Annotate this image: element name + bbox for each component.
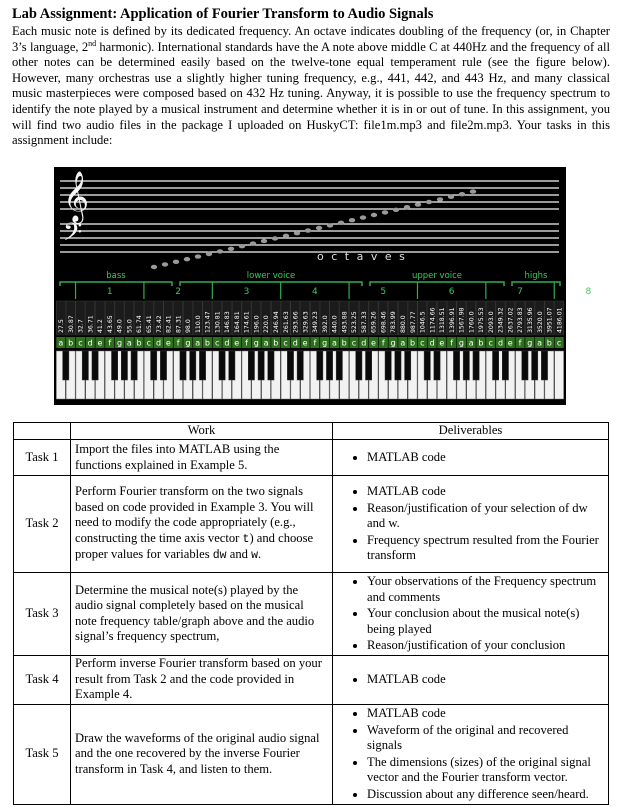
black-key xyxy=(395,351,401,380)
note-letter: c xyxy=(420,338,425,348)
freq-label: 123.47 xyxy=(204,311,212,333)
freq-label: 220.0 xyxy=(263,315,271,333)
range-bracket xyxy=(60,282,172,286)
note-letter: g xyxy=(116,338,123,348)
note-letter: c xyxy=(78,338,83,348)
scale-note-dot xyxy=(393,208,399,212)
scale-note-dot xyxy=(371,213,377,217)
black-key xyxy=(92,351,98,380)
note-letter: a xyxy=(263,338,269,348)
note-letter: a xyxy=(468,338,474,348)
deliverable-item: • Waveform of the original and recovered signals xyxy=(367,723,604,754)
black-key xyxy=(180,351,186,380)
table-row xyxy=(14,440,609,476)
octave-number: 5 xyxy=(380,287,387,297)
black-key xyxy=(473,351,479,380)
scale-note-dot xyxy=(228,247,234,251)
freq-label: 1318.51 xyxy=(439,307,447,333)
octave-number: 2 xyxy=(175,287,181,297)
note-letter: f xyxy=(450,338,454,348)
black-key xyxy=(326,351,332,380)
scale-note-dot xyxy=(426,200,432,204)
deliverable-item: • MATLAB code xyxy=(367,706,604,722)
freq-label: 523.25 xyxy=(351,311,359,333)
piano-frequency-figure xyxy=(54,167,592,405)
note-letter: g xyxy=(185,338,191,348)
task-name: Task 2 xyxy=(14,476,71,573)
scale-note-dot xyxy=(184,257,190,261)
note-letter: f xyxy=(313,338,317,348)
table-header-row xyxy=(14,423,609,440)
freq-label: 55.0 xyxy=(126,319,134,333)
task-name: Task 5 xyxy=(14,704,71,804)
note-letter: a xyxy=(58,338,64,348)
freq-label: 246.94 xyxy=(273,311,281,333)
freq-label: 1567.98 xyxy=(458,307,466,333)
freq-label: 164.81 xyxy=(233,311,241,333)
note-letter: e xyxy=(234,338,240,348)
freq-label: 659.26 xyxy=(370,311,378,333)
note-letter: f xyxy=(518,338,522,348)
black-key xyxy=(532,351,538,380)
table-row xyxy=(14,704,609,804)
freq-label: 36.71 xyxy=(87,315,95,333)
deliverable-item: • The dimensions (sizes) of the original signal vector and the Fourier transform vector. xyxy=(367,755,604,786)
note-letter: b xyxy=(68,338,74,348)
deliverable-item: • MATLAB code xyxy=(367,450,604,466)
note-letter: c xyxy=(214,338,220,348)
black-key xyxy=(199,351,205,380)
scale-note-dot xyxy=(173,260,179,264)
freq-label: 174.61 xyxy=(243,311,251,333)
note-letter: f xyxy=(176,338,180,348)
freq-label: 196.0 xyxy=(253,315,261,333)
black-key xyxy=(111,351,117,380)
note-letter: e xyxy=(507,338,513,348)
freq-label: 110.0 xyxy=(194,315,202,333)
music-staff xyxy=(60,171,559,253)
freq-label: 2349.32 xyxy=(497,307,505,333)
octave-number: 4 xyxy=(312,287,318,297)
black-key xyxy=(424,351,430,380)
piano-frequency-chart xyxy=(54,167,592,405)
note-letter: f xyxy=(245,338,248,348)
deliverable-item: • Frequency spectrum resulted from the Fourier transform xyxy=(367,533,604,564)
octave-number: 7 xyxy=(517,287,523,297)
black-key xyxy=(229,351,235,380)
octave-number: 3 xyxy=(243,287,250,297)
black-key xyxy=(297,351,303,380)
intro-paragraph: Each music note is defined by its dedicated frequency. An octave indicates doubling of the frequency (or, in Chapter 3’s language, 2nd harmonic). International standards have the A note above middle C at 440Hz and the frequency of all other notes can be determined easily based on the twelve-tone equal temperament rule (see the figure below). However, many orchestras use a slightly higher tuning frequency, e.g., 441, 442, and 443 Hz, and many classical music masterpieces were composed based on 432 Hz tuning. Anyway, it is possible to use the frequency spectrum to identify the note played by a musical instrument and determine whether it is in or out of tune. In this assignment, you will find two audio files in the package I uploaded on HuskyCT: file1m.mp3 and file2m.mp3. Your tasks in this assignment include: xyxy=(12,24,610,148)
freq-label: 987.77 xyxy=(409,311,417,333)
scale-note-dot xyxy=(239,244,245,248)
freq-label: 261.63 xyxy=(282,311,290,333)
scale-note-dot xyxy=(448,195,454,199)
black-key xyxy=(492,351,498,380)
freq-label: 146.83 xyxy=(224,311,232,333)
scale-note-dot xyxy=(305,228,311,232)
freq-label: 783.99 xyxy=(390,311,398,333)
freq-label: 2637.02 xyxy=(507,307,515,333)
scale-note-dot xyxy=(151,265,157,269)
deliverable-item: • Reason/justification of your selection of dw and w. xyxy=(367,501,604,532)
note-letter: a xyxy=(400,338,406,348)
black-key xyxy=(541,351,547,380)
freq-label: 329.63 xyxy=(302,311,310,333)
freq-label: 392.0 xyxy=(321,315,329,333)
header-work: Work xyxy=(71,423,333,440)
freq-label: 87.31 xyxy=(175,315,183,333)
freq-label: 49.0 xyxy=(116,319,124,333)
deliverables-list xyxy=(339,672,604,688)
scale-note-dot xyxy=(272,236,278,240)
scale-note-dot xyxy=(360,215,366,219)
scale-note-dot xyxy=(415,202,421,206)
frequency-row xyxy=(56,301,563,335)
black-key xyxy=(63,351,69,380)
note-letter: b xyxy=(546,338,552,348)
black-key xyxy=(522,351,528,380)
freq-label: 1046.5 xyxy=(419,311,427,333)
note-letter: b xyxy=(410,338,416,348)
range-bracket xyxy=(180,282,362,286)
note-letter: b xyxy=(204,338,210,348)
black-key xyxy=(268,351,274,380)
scale-note-dot xyxy=(250,241,256,245)
black-key xyxy=(82,351,88,380)
scale-note-dot xyxy=(437,197,443,201)
deliverables-list xyxy=(339,574,604,654)
note-letter: a xyxy=(126,338,132,348)
black-key xyxy=(248,351,254,380)
black-key xyxy=(190,351,196,380)
black-key xyxy=(356,351,362,380)
black-key xyxy=(121,351,127,380)
black-key xyxy=(160,351,166,380)
note-letter: g xyxy=(390,338,396,348)
deliverable-item: • MATLAB code xyxy=(367,672,604,688)
deliverables-list xyxy=(339,450,604,466)
scale-note-dot xyxy=(327,223,333,227)
note-letter: d xyxy=(429,338,435,348)
freq-label: 1975.53 xyxy=(478,307,486,333)
note-letter: e xyxy=(302,338,308,348)
task-table xyxy=(13,422,609,805)
black-key xyxy=(434,351,440,380)
scale-note-dot xyxy=(283,234,289,238)
deliverables-list xyxy=(339,484,604,564)
note-letter: d xyxy=(224,338,230,348)
freq-label: 880.0 xyxy=(400,315,408,333)
note-letter: d xyxy=(361,338,367,348)
black-key xyxy=(219,351,225,380)
note-letter: d xyxy=(497,338,504,348)
range-label: upper voice xyxy=(411,271,463,281)
note-letter: c xyxy=(146,338,152,348)
note-letter: b xyxy=(273,338,279,348)
deliverable-item: • Your conclusion about the musical note(s) being played xyxy=(367,606,604,637)
freq-label: 30.87 xyxy=(67,315,75,333)
black-key xyxy=(502,351,508,380)
scale-note-dot xyxy=(195,254,201,258)
range-label: highs xyxy=(524,271,548,281)
table-row xyxy=(14,573,609,656)
table-row xyxy=(14,476,609,573)
freq-label: 1396.91 xyxy=(448,307,456,333)
note-letter: b xyxy=(136,338,142,348)
note-letter: f xyxy=(108,338,112,348)
freq-label: 698.46 xyxy=(380,311,388,333)
freq-label: 41.2 xyxy=(97,319,105,333)
range-label: bass xyxy=(106,271,126,281)
note-letter: g xyxy=(527,338,533,348)
range-bracket xyxy=(370,282,504,286)
note-letter-row xyxy=(56,337,563,348)
freq-label: 61.74 xyxy=(136,315,144,333)
scale-note-dot xyxy=(316,226,322,230)
freq-label: 3520.0 xyxy=(536,311,544,333)
note-letter: f xyxy=(381,338,385,348)
header-blank xyxy=(14,423,71,440)
treble-clef-icon: 𝄞 xyxy=(63,171,90,222)
black-key xyxy=(151,351,157,380)
note-letter: c xyxy=(488,338,493,348)
deliverables-list xyxy=(339,706,604,802)
freq-label: 493.88 xyxy=(341,311,349,333)
voice-range-brackets xyxy=(60,271,592,299)
note-letter: c xyxy=(556,338,562,348)
deliverable-item: • MATLAB code xyxy=(367,484,604,500)
task-name: Task 3 xyxy=(14,573,71,656)
scale-note-dot xyxy=(470,189,476,193)
scale-note-dot xyxy=(404,205,410,209)
freq-label: 349.23 xyxy=(312,311,320,333)
range-label: lower voice xyxy=(246,271,296,281)
task-work: Perform inverse Fourier transform based on your result from Task 2 and the code provided in Example 4. xyxy=(71,655,333,704)
freq-label: 65.41 xyxy=(146,315,154,333)
freq-label: 3135.96 xyxy=(527,307,535,333)
note-letter: e xyxy=(165,338,171,348)
note-letter: b xyxy=(478,338,484,348)
scale-note-dot xyxy=(338,221,344,225)
scale-note-dot xyxy=(294,231,300,235)
octaves-label: o c t a v e s xyxy=(317,250,407,263)
black-key xyxy=(317,351,323,380)
freq-label: 98.0 xyxy=(185,319,193,333)
black-key xyxy=(463,351,469,380)
note-letter: c xyxy=(351,338,357,348)
note-letter: b xyxy=(341,338,347,348)
scale-note-dot xyxy=(206,252,212,256)
note-letter: g xyxy=(322,338,328,348)
page-title: Lab Assignment: Application of Fourier Transform to Audio Signals xyxy=(12,6,434,22)
scale-note-dot xyxy=(459,192,465,196)
black-key xyxy=(365,351,371,380)
note-letter: g xyxy=(458,338,464,348)
note-letter: e xyxy=(439,338,445,348)
note-letter: g xyxy=(253,338,259,348)
octave-number: 1 xyxy=(106,287,113,297)
note-letter: e xyxy=(97,338,103,348)
black-key xyxy=(131,351,137,380)
freq-label: 1174.66 xyxy=(429,307,437,333)
task-work: Perform Fourier transform on the two signals based on code provided in Example 3. You will need to modify the code appropriately (e.g., constructing the time axis vector t) and choose proper values for variables dw and w. xyxy=(71,476,333,573)
scale-note-dot xyxy=(261,239,267,243)
octave-number: 8 xyxy=(585,287,592,297)
freq-label: 587.33 xyxy=(360,311,368,333)
scale-notes xyxy=(151,189,476,269)
freq-label: 1760.0 xyxy=(468,311,476,333)
freq-label: 293.66 xyxy=(292,311,300,333)
note-letter: a xyxy=(331,338,337,348)
black-key xyxy=(258,351,264,380)
black-key xyxy=(287,351,293,380)
note-letter: a xyxy=(195,338,201,348)
task-name: Task 1 xyxy=(14,440,71,476)
range-bracket xyxy=(512,282,560,286)
deliverable-item: • Your observations of the Frequency spectrum and comments xyxy=(367,574,604,605)
deliverable-item: • Reason/justification of your conclusion xyxy=(367,638,604,654)
scale-note-dot xyxy=(217,249,223,253)
freq-label: 4186.01 xyxy=(556,307,564,333)
piano-keyboard xyxy=(56,351,563,399)
scale-note-dot xyxy=(349,218,355,222)
freq-label: 2093.0 xyxy=(487,311,495,333)
freq-label: 440.0 xyxy=(331,315,339,333)
freq-label: 130.81 xyxy=(214,311,222,333)
freq-label: 2793.83 xyxy=(517,307,525,333)
black-key xyxy=(336,351,342,380)
task-work: Import the files into MATLAB using the functions explained in Example 5. xyxy=(71,440,333,476)
freq-label: 32.7 xyxy=(77,319,85,333)
black-key xyxy=(453,351,459,380)
note-letter: c xyxy=(283,338,288,348)
header-deliverables: Deliverables xyxy=(333,423,609,440)
freq-label: 27.5 xyxy=(58,319,66,333)
note-letter: e xyxy=(371,338,376,348)
scale-note-dot xyxy=(162,262,168,266)
black-key xyxy=(385,351,391,380)
freq-label: 73.42 xyxy=(155,315,163,333)
note-letter: d xyxy=(292,338,298,348)
table-row xyxy=(14,655,609,704)
task-name: Task 4 xyxy=(14,655,71,704)
task-work: Determine the musical note(s) played by the audio signal completely based on the musical note frequency table/graph above and the audio signal’s frequency spectrum, xyxy=(71,573,333,656)
scale-note-dot xyxy=(382,210,388,214)
bass-clef-icon: 𝄢 xyxy=(63,218,83,253)
black-key xyxy=(405,351,411,380)
task-work: Draw the waveforms of the original audio signal and the one recovered by the inverse Fourier transform in Task 4, and listen to them. xyxy=(71,704,333,804)
white-key xyxy=(555,351,564,399)
note-letter: d xyxy=(87,338,93,348)
freq-label: 82.41 xyxy=(165,315,173,333)
note-letter: a xyxy=(537,338,543,348)
octave-number: 6 xyxy=(448,287,455,297)
freq-label: 43.65 xyxy=(106,315,114,333)
deliverable-item: • Discussion about any difference seen/heard. xyxy=(367,787,604,803)
freq-label: 3951.07 xyxy=(546,307,554,333)
note-letter: d xyxy=(156,338,162,348)
